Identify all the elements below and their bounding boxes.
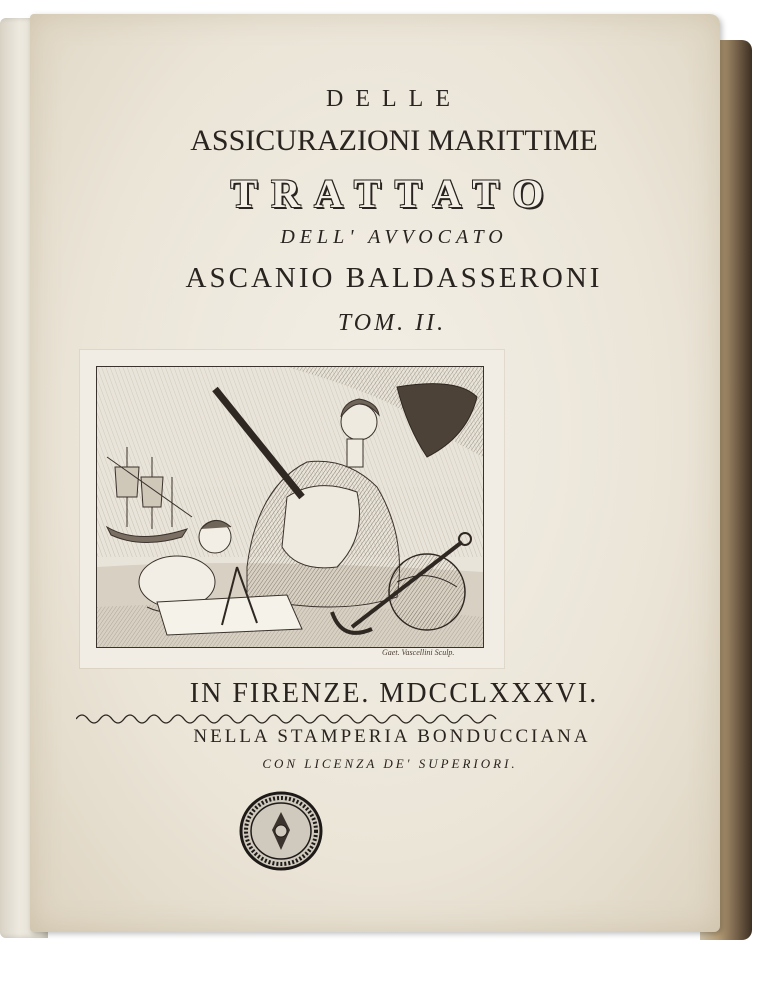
library-stamp-icon <box>238 790 324 872</box>
imprint-printer: NELLA STAMPERIA BONDUCCIANA <box>193 726 591 747</box>
library-stamp <box>238 790 324 872</box>
volume-number: TOM. II. <box>337 310 447 336</box>
map <box>157 595 302 635</box>
imprint-license: CON LICENZA DE' SUPERIORI. <box>262 756 518 771</box>
frontispiece-engraving <box>96 366 484 648</box>
fleuron-ornament-icon <box>76 712 502 726</box>
fleuron-ornament <box>76 712 502 726</box>
title-line-assicurazioni: ASSICURAZIONI MARITTIME <box>190 124 598 157</box>
title-line-trattato: TRATTATO <box>230 171 558 216</box>
engraver-signature: Gaet. Vascellini Sculp. <box>382 648 455 657</box>
engraving-illustration <box>97 367 483 647</box>
title-line-delle: DELLE <box>326 86 462 112</box>
imprint-city-year: IN FIRENZE. MDCCLXXXVI. <box>189 678 599 709</box>
title-line-avvocato: DELL' AVVOCATO <box>280 226 508 248</box>
author-name: ASCANIO BALDASSERONI <box>185 262 603 294</box>
